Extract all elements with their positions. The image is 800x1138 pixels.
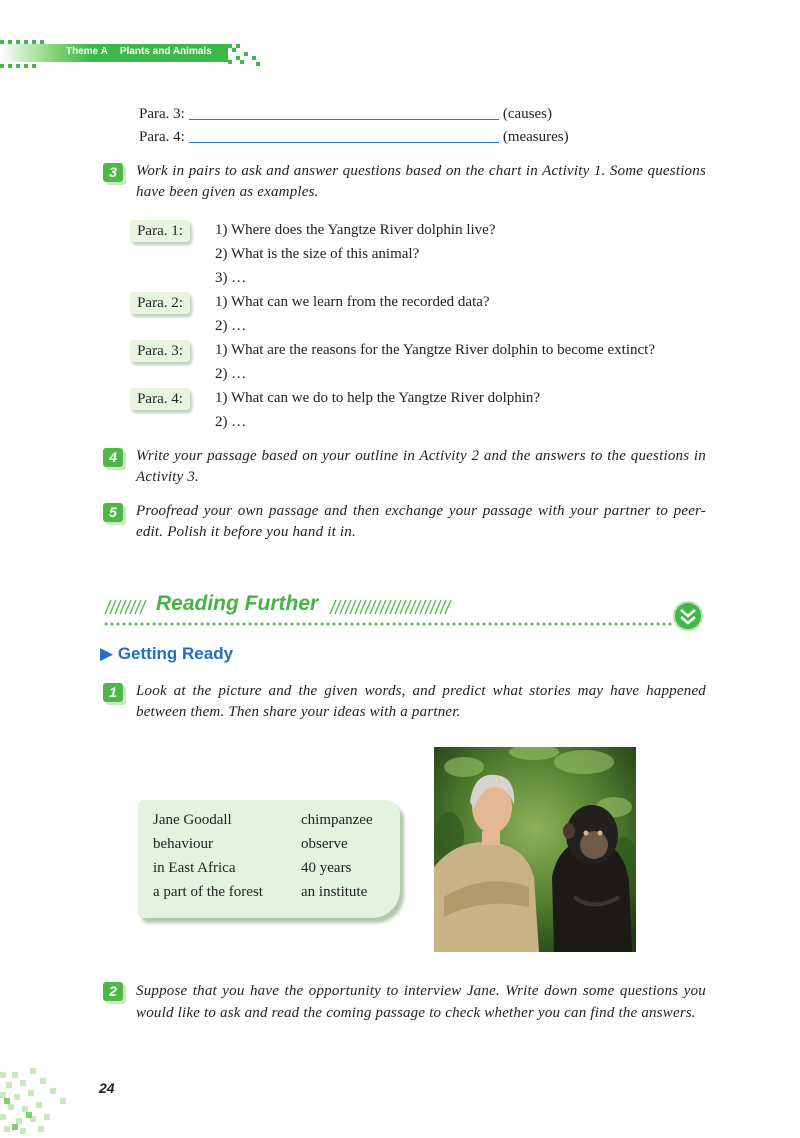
- reading-further-title: Reading Further: [156, 592, 319, 615]
- section-heading: [100, 644, 233, 664]
- chevron-down-circle-icon: [672, 600, 704, 632]
- para-tag: Para. 4:: [130, 388, 190, 410]
- word-item: behaviour: [153, 836, 213, 852]
- getting-ready-2-instruction: Suppose that you have the opportunity to interview Jane. Write down some questions you would like to ask and read the coming passage to check whether you can find the answers.: [136, 983, 706, 1021]
- outline-row: [139, 128, 569, 146]
- title-stripes-left: [103, 598, 151, 616]
- activity-number-badge: 5: [103, 503, 123, 522]
- word-item: a part of the forest: [153, 884, 263, 900]
- activity-number-badge: 2: [103, 982, 123, 1001]
- activity-5-instruction: Proofread your own passage and then exchange your passage with your partner to peer-edit. Polish it before you hand it in.: [136, 503, 706, 540]
- outline-label: Para. 3:: [139, 106, 185, 122]
- outline-hint: (measures): [502, 129, 569, 145]
- word-item: an institute: [301, 884, 368, 900]
- triangle-bullet-icon: ▶: [100, 644, 114, 663]
- header-label: [66, 46, 224, 57]
- answer-blank[interactable]: [189, 128, 499, 143]
- title-stripes-right: [328, 598, 456, 616]
- word-item: 40 years: [301, 860, 352, 876]
- question-line: 2) …: [215, 318, 247, 334]
- outline-label: Para. 4:: [139, 129, 185, 145]
- question-line: 1) Where does the Yangtze River dolphin live?: [215, 222, 496, 238]
- footer-pixel-decoration: [0, 1068, 95, 1138]
- para-tag: Para. 2:: [130, 292, 190, 314]
- outline-row: [139, 105, 552, 123]
- question-line: 2) …: [215, 366, 247, 382]
- activity-number-badge: 3: [103, 163, 123, 182]
- question-line: 1) What can we do to help the Yangtze River dolphin?: [215, 390, 541, 406]
- theme-label: Theme A: [66, 46, 108, 57]
- para-tag: Para. 1:: [130, 220, 190, 242]
- theme-title: Plants and Animals: [119, 46, 212, 57]
- word-item: in East Africa: [153, 860, 236, 876]
- activity-number-badge: 4: [103, 448, 123, 467]
- answer-blank[interactable]: [189, 105, 499, 120]
- jane-goodall-chimpanzee-photo: [434, 747, 636, 952]
- activity-4-instruction: Write your passage based on your outline in Activity 2 and the answers to the questions in Activity 3.: [136, 448, 706, 485]
- question-line: 1) What are the reasons for the Yangtze River dolphin to become extinct?: [215, 342, 656, 358]
- getting-ready-title: Getting Ready: [117, 644, 234, 663]
- para-tag: Para. 3:: [130, 340, 190, 362]
- getting-ready-1-instruction: Look at the picture and the given words, and predict what stories may have happened between them. Then share your ideas with a partner.: [136, 683, 706, 720]
- question-line: 2) What is the size of this animal?: [215, 246, 420, 262]
- activity-number-badge: 1: [103, 683, 123, 702]
- word-item: observe: [301, 836, 348, 852]
- question-line: 3) …: [215, 270, 247, 286]
- word-item: Jane Goodall: [153, 812, 232, 828]
- dotted-divider: [103, 622, 673, 626]
- outline-hint: (causes): [502, 106, 552, 122]
- page-number: 24: [99, 1080, 115, 1096]
- question-line: 1) What can we learn from the recorded data?: [215, 294, 490, 310]
- question-line: 2) …: [215, 414, 247, 430]
- activity-3-instruction: Work in pairs to ask and answer questions based on the chart in Activity 1. Some questions have been given as examples.: [136, 163, 706, 200]
- word-item: chimpanzee: [301, 812, 373, 828]
- word-box: [138, 800, 400, 918]
